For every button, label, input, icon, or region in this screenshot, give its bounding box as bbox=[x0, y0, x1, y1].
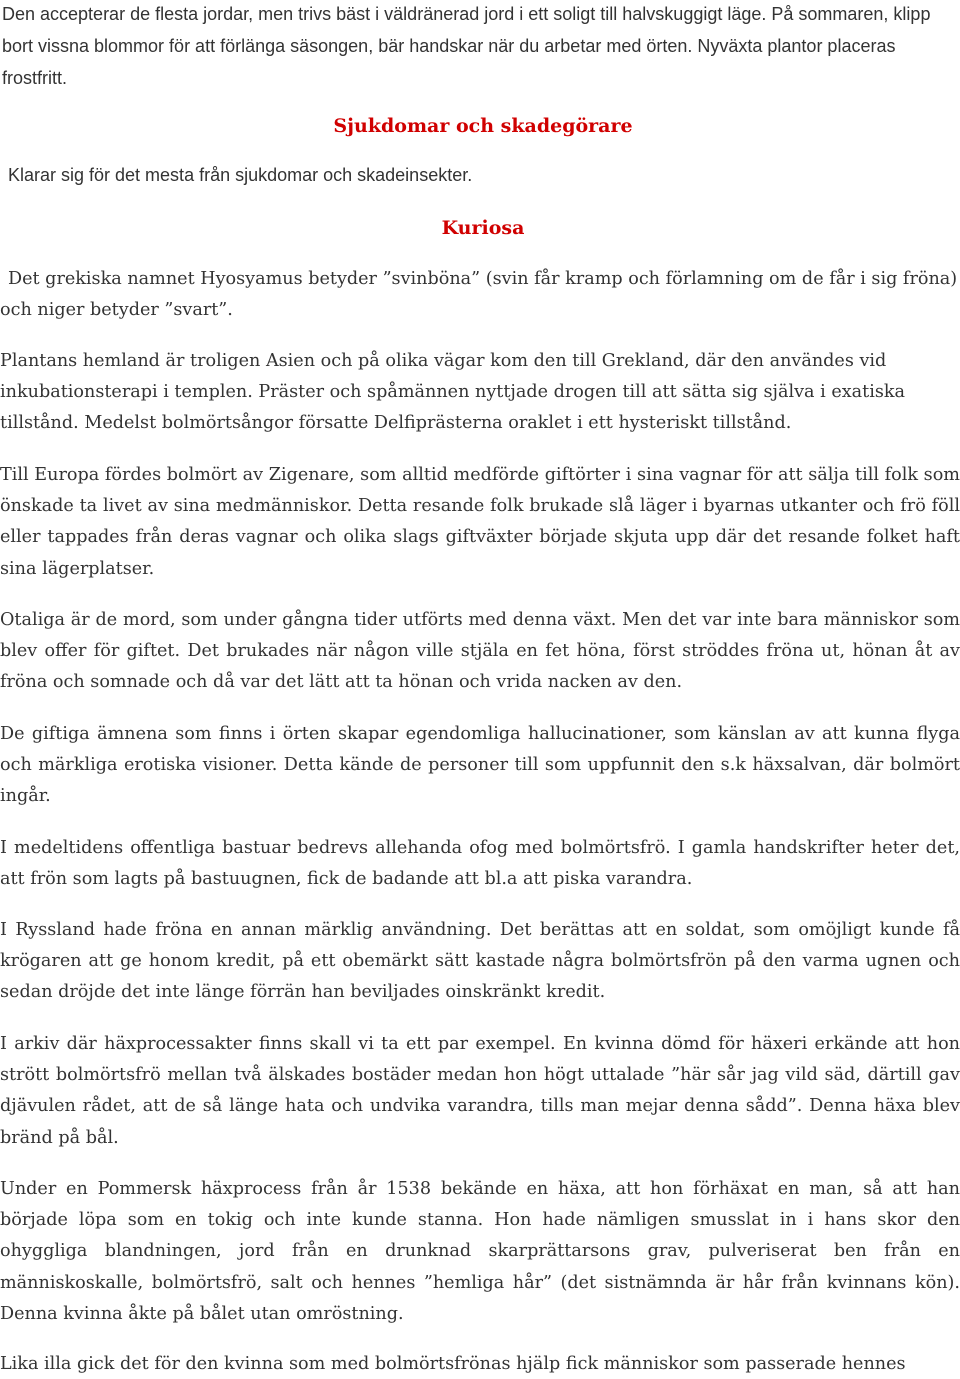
paragraph-continuation: Lika illa gick det för den kvinna som med bolmörtsfrönas hjälp fick människor som passerade hennes bbox=[0, 1354, 906, 1374]
paragraph-murders: Otaliga är de mord, som under gångna tider utförts med denna växt. Men det var inte bara människor som blev offer för giftet. Det brukades när någon ville stjäla en fet höna, först ströddes fröna ut, hönan åt av fröna och somnade och då var det lätt att ta hönan och vrida nacken av den. bbox=[0, 610, 960, 693]
paragraph-russia: I Ryssland hade fröna en annan märklig användning. Det berättas att en soldat, som omöjligt kunde få krögaren att ge honom kredit, på ett obemärkt sätt kastade några bolmörtsfrön på den varma ugnen och sedan dröjde det inte länge förrän han beviljades oinskränkt kredit. bbox=[0, 920, 960, 1003]
paragraph-hallucinations: De giftiga ämnena som finns i örten skapar egendomliga hallucinationer, som känslan av att kunna flyga och märkliga erotiska visioner. Detta kände de personer till som uppfunnit den s.k häxsalvan, där bolmört ingår. bbox=[0, 724, 960, 807]
section-heading-curiosa: Kuriosa bbox=[441, 217, 525, 239]
paragraph-bathhouses: I medeltidens offentliga bastuar bedrevs allehanda ofog med bolmörtsfrö. I gamla handskrifter heter det, att frön som lagts på bastuugnen, fick de badande att bl.a att piska varandra. bbox=[0, 838, 960, 890]
paragraph-name-origin: Det grekiska namnet Hyosyamus betyder ”svinböna” (svin får kramp och förlamning om de får i sig fröna) och niger betyder ”svart”. bbox=[0, 269, 958, 321]
paragraph-homeland: Plantans hemland är troligen Asien och på olika vägar kom den till Grekland, där den användes vid inkubationsterapi i templen. Präster och spåmännen nyttjade drogen till att sätta sig själva i exatiska tillstånd. Medelst bolmörtsångor försatte Delfiprästerna oraklet i ett hysteriskt tillstånd. bbox=[0, 351, 906, 434]
section-heading-disease: Sjukdomar och skadegörare bbox=[333, 115, 633, 137]
paragraph-europe: Till Europa fördes bolmört av Zigenare, som alltid medförde giftörter i sina vagnar för att sälja till folk som önskade ta livet av sina medmänniskor. Detta resande folk brukade slå läger i byarnas utkanter och frö föll eller tappades från deras vagnar och olika slags giftväxter började skjuta upp där det resande folket haft sina lägerplatser. bbox=[0, 465, 960, 579]
disease-paragraph: Klarar sig för det mesta från sjukdomar och skadeinsekter. bbox=[8, 165, 473, 185]
intro-paragraph: Den accepterar de flesta jordar, men trivs bäst i väldränerad jord i ett soligt till halvskuggigt läge. På sommaren, klipp bort vissna blommor för att förlänga säsongen, bär handskar när du arbetar med örten. Nyväxta plantor placeras frostfritt. bbox=[2, 4, 931, 88]
paragraph-pomeranian-trial: Under en Pommersk häxprocess från år 1538 bekände en häxa, att hon förhäxat en man, så att han började löpa som en tokig och inte kunde stanna. Hon hade nämligen smusslat in i hans skor den ohyggliga blandningen, jord från en drunknad skarprättarsons grav, pulveriserat ben från en människoskalle, bolmörtsfrö, salt och hennes ”hemliga hår” (det sistnämnda är hår från kvinnans kön). Denna kvinna åkte på bålet utan omröstning. bbox=[0, 1179, 960, 1324]
paragraph-witch-archives: I arkiv där häxprocessakter finns skall vi ta ett par exempel. En kvinna dömd för häxeri erkände att hon strött bolmörtsfrö mellan två älskades bostäder medan hon högt uttalade ”här sår jag vild säd, därtill gav djävulen rådet, att de så länge hata och undvika varandra, tills man mejar denna sådd”. Denna häxa blev bränd på bål. bbox=[0, 1034, 960, 1148]
